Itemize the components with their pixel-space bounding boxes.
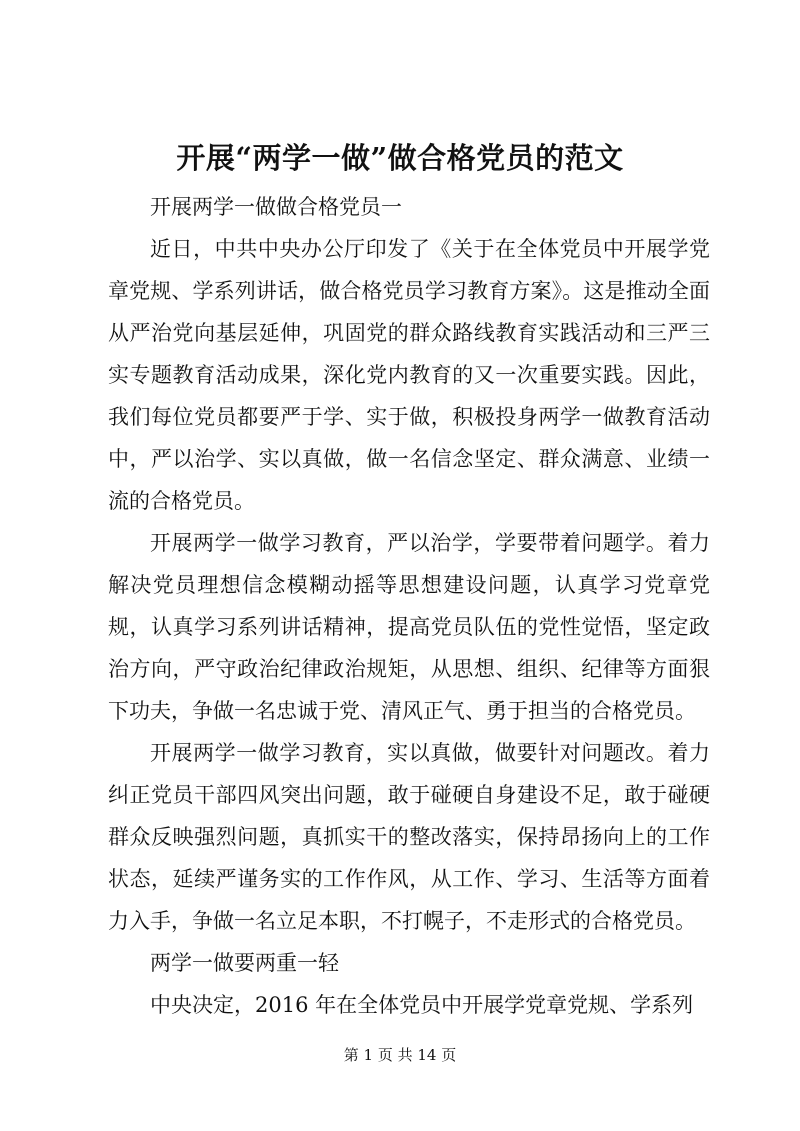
section-heading: 开展两学一做做合格党员一: [150, 195, 402, 219]
paragraph: 开展两学一做学习教育，严以治学，学要带着问题学。着力解决党员理想信念模糊动摇等思想建设问题，认真学习党章党规，认真学习系列讲话精神，提高党员队伍的党性觉悟，坚定政治方向，严守政治纪律政治规矩，从思想、组织、纪律等方面狠下功夫，争做一名忠诚于党、清风正气、勇于担当的合格党员。: [108, 531, 710, 723]
paragraph: 中央决定，2016 年在全体党员中开展学党章党规、学系列: [150, 993, 694, 1017]
document-body: [108, 186, 710, 1026]
section-heading: 两学一做要两重一轻: [150, 951, 339, 975]
document-title: 开展“两学一做”做合格党员的范文: [176, 141, 624, 175]
paragraph: 开展两学一做学习教育，实以真做，做要针对问题改。着力纠正党员干部四风突出问题，敢于碰硬自身建设不足，敢于碰硬群众反映强烈问题，真抓实干的整改落实，保持昂扬向上的工作状态，延续严谨务实的工作作风，从工作、学习、生活等方面着力入手，争做一名立足本职，不打幌子，不走形式的合格党员。: [108, 741, 710, 933]
paragraph: 近日，中共中央办公厅印发了《关于在全体党员中开展学党章党规、学系列讲话，做合格党员学习教育方案》。这是推动全面从严治党向基层延伸，巩固党的群众路线教育实践活动和三严三实专题教育活动成果，深化党内教育的又一次重要实践。因此，我们每位党员都要严于学、实于做，积极投身两学一做教育活动中，严以治学、实以真做，做一名信念坚定、群众满意、业绩一流的合格党员。: [108, 237, 710, 513]
page-number-footer: 第 1 页 共 14 页: [343, 1046, 457, 1064]
